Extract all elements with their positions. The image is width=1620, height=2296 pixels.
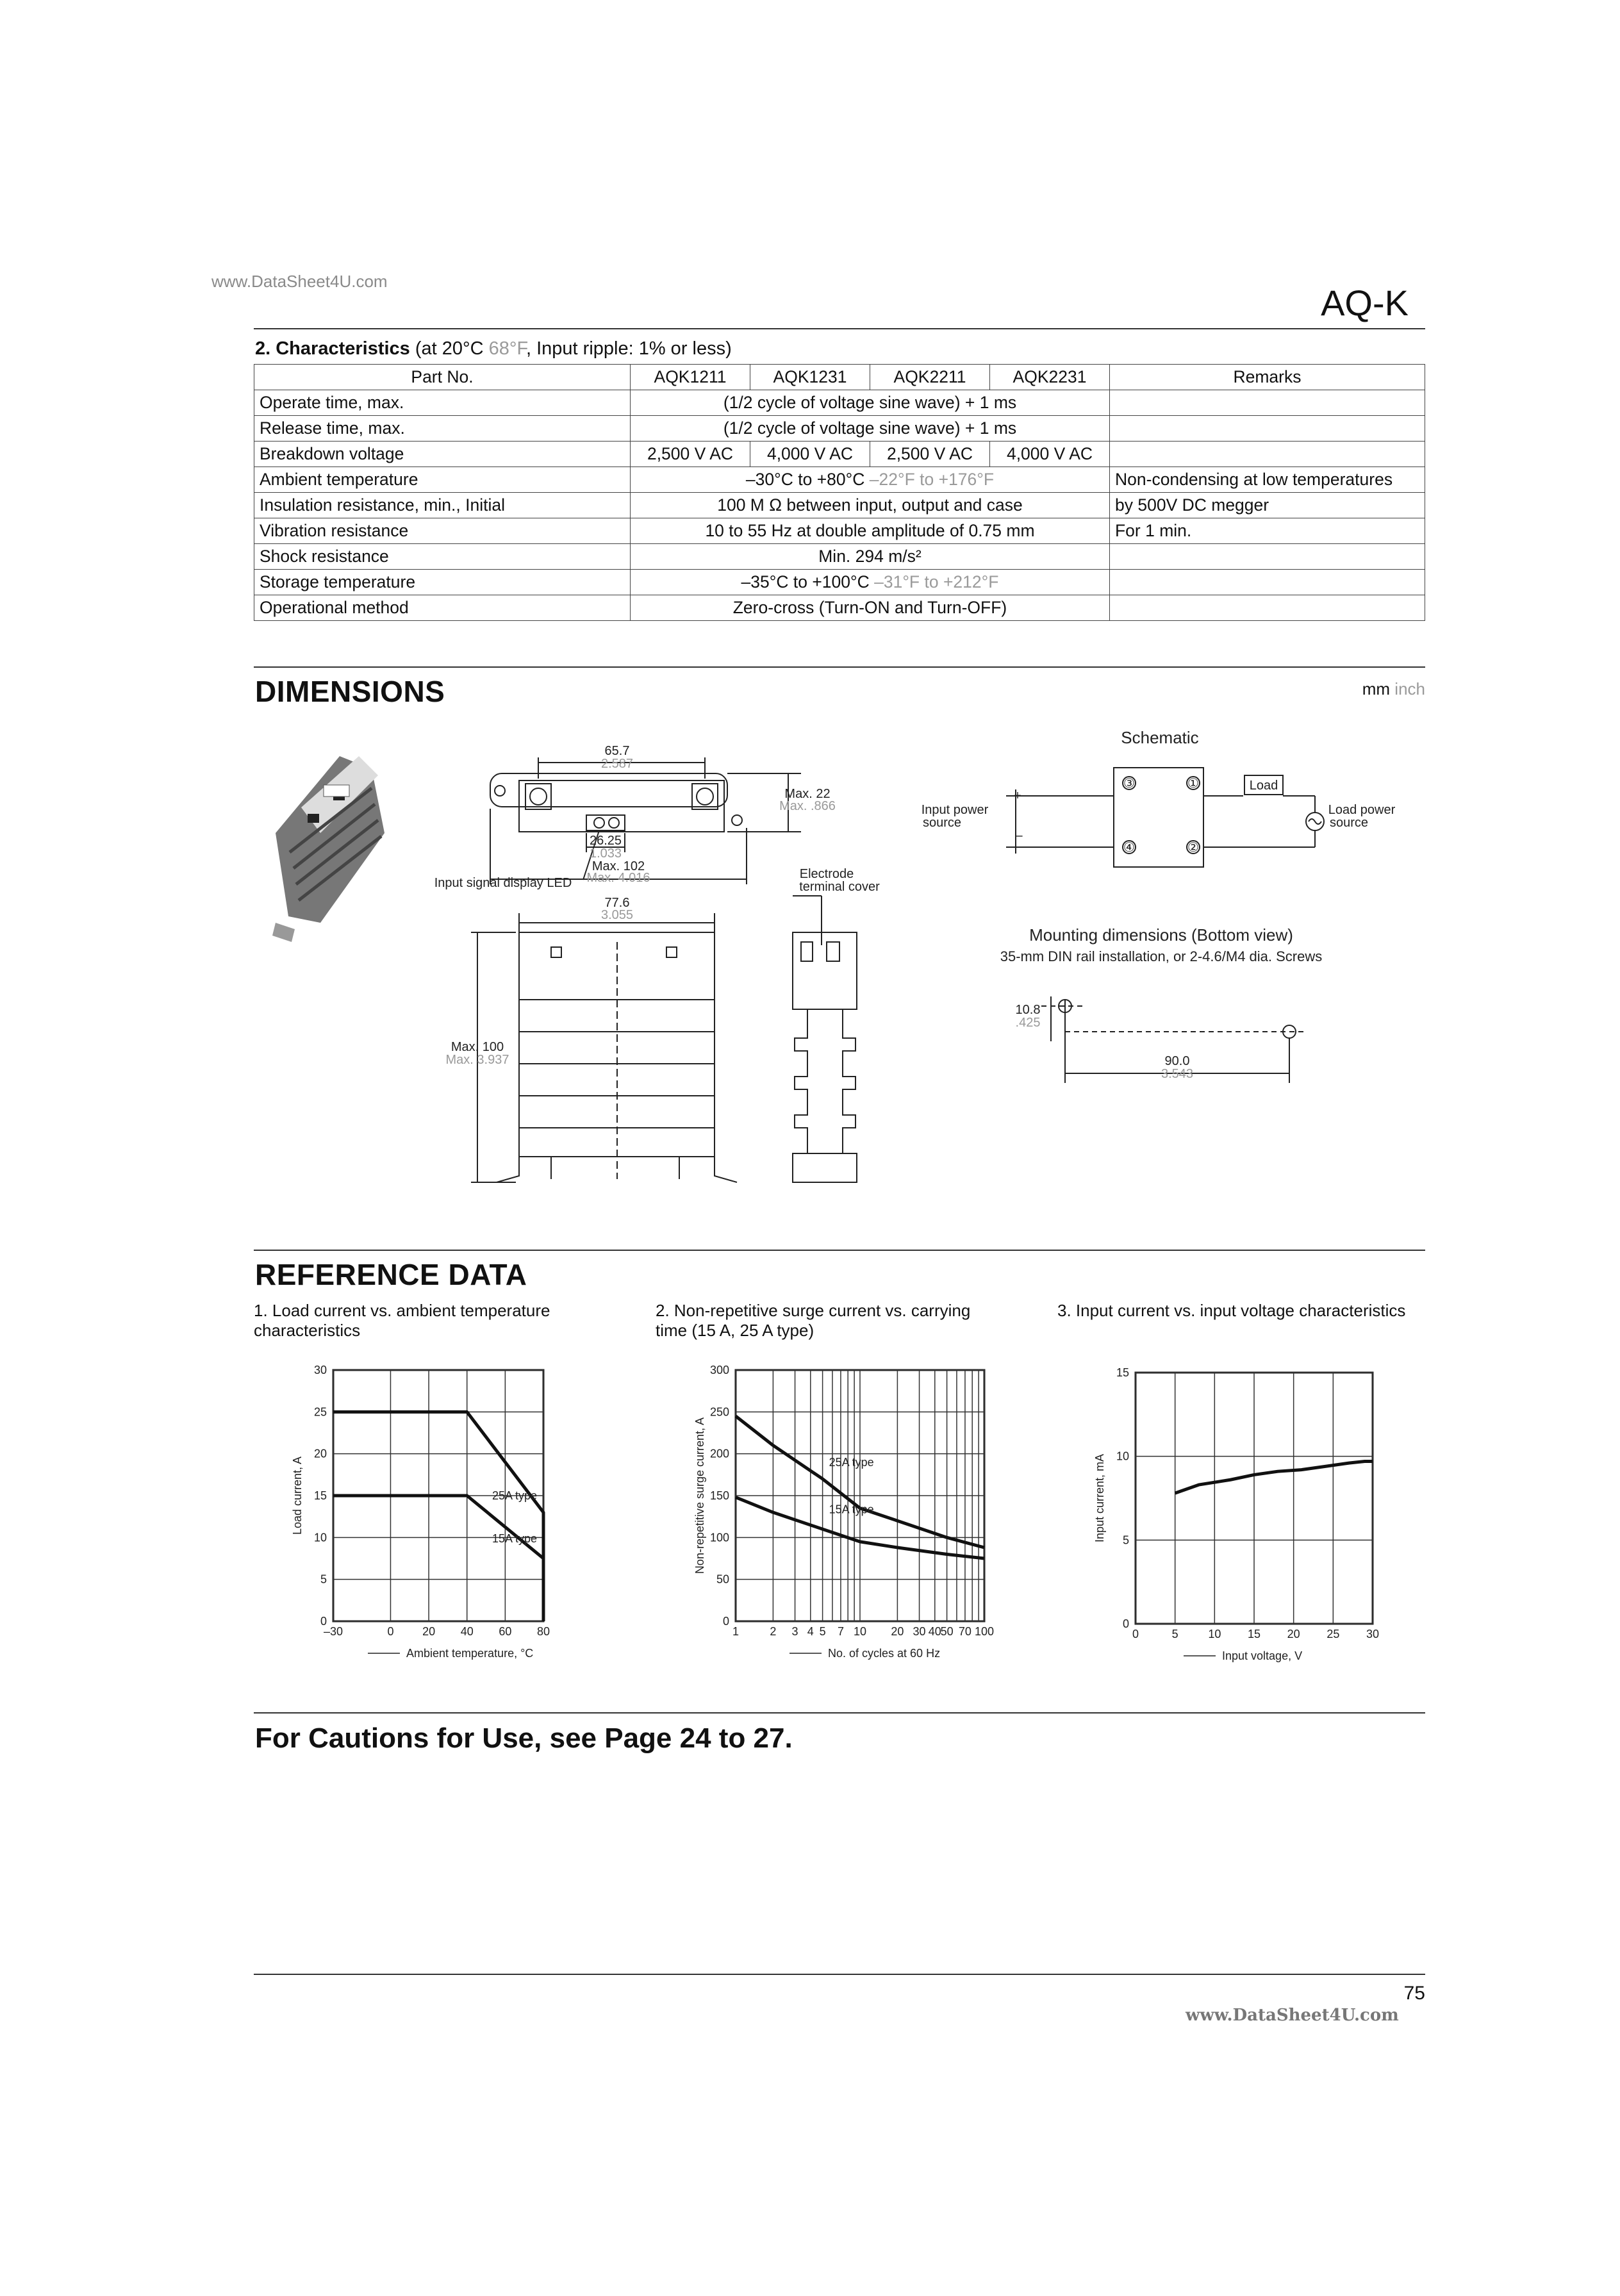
x-tick-label: 5 bbox=[819, 1625, 826, 1638]
row-value: 100 M Ω between input, output and case bbox=[631, 493, 1110, 518]
input-source-label: source bbox=[922, 816, 962, 830]
x-tick-label: 100 bbox=[974, 1625, 995, 1638]
row-item: Operational method bbox=[254, 595, 631, 621]
page-number: 75 bbox=[1403, 1983, 1425, 2004]
x-tick-label: 50 bbox=[940, 1625, 954, 1638]
terminal-4-label: ④ bbox=[1123, 841, 1135, 855]
header-aqk2211: AQK2211 bbox=[870, 365, 990, 390]
row-item: Storage temperature bbox=[254, 570, 631, 595]
row-remarks: by 500V DC megger bbox=[1110, 493, 1425, 518]
cautions-note: For Cautions for Use, see Page 24 to 27. bbox=[255, 1722, 793, 1754]
header-remarks: Remarks bbox=[1110, 365, 1425, 390]
x-tick-label: 0 bbox=[387, 1625, 394, 1638]
y-tick-label: 150 bbox=[709, 1489, 729, 1502]
characteristics-title: 2. Characteristics bbox=[255, 338, 410, 359]
row-value: (1/2 cycle of voltage sine wave) + 1 ms bbox=[631, 416, 1110, 442]
terminal-2-label: ② bbox=[1187, 841, 1199, 855]
row-item: Vibration resistance bbox=[254, 518, 631, 544]
row-value: 2,500 V AC bbox=[870, 442, 990, 467]
dim-max22: Max. 22 bbox=[784, 787, 831, 801]
y-axis-label: Input current, mA bbox=[1093, 1453, 1106, 1543]
dimensions-title: DIMENSIONS bbox=[255, 675, 445, 708]
x-axis-label: No. of cycles at 60 Hz bbox=[828, 1647, 941, 1660]
dim-65-7: 65.7 bbox=[604, 744, 630, 758]
y-axis-label: Non-repetitive surge current, A bbox=[693, 1417, 706, 1574]
watermark-bottom: www.DataSheet4U.com bbox=[1186, 2006, 1399, 2025]
units-inch: inch bbox=[1394, 679, 1425, 698]
dim-max102: Max. 102 bbox=[591, 859, 645, 873]
y-tick-label: 50 bbox=[716, 1573, 729, 1586]
x-tick-label: 70 bbox=[958, 1625, 971, 1638]
dim-10-8-in: .425 bbox=[1015, 1016, 1041, 1030]
x-tick-label: 80 bbox=[536, 1625, 550, 1638]
value-fahrenheit: –22°F to +176°F bbox=[869, 470, 995, 489]
series-label: 15A type bbox=[829, 1503, 874, 1516]
x-tick-label: 60 bbox=[499, 1625, 512, 1638]
x-tick-label: 10 bbox=[853, 1625, 867, 1638]
mount-subtitle: 35-mm DIN rail installation, or 2-4.6/M4 dia. Screws bbox=[1000, 948, 1323, 964]
cautions-rule bbox=[254, 1712, 1425, 1714]
x-tick-label: 30 bbox=[913, 1625, 926, 1638]
y-tick-label: 5 bbox=[1122, 1533, 1129, 1547]
schematic-title: Schematic bbox=[1121, 728, 1199, 747]
value-celsius: –35°C to +100°C bbox=[741, 572, 870, 591]
row-item: Breakdown voltage bbox=[254, 442, 631, 467]
header-aqk1211: AQK1211 bbox=[631, 365, 750, 390]
x-tick-label: 10 bbox=[1208, 1628, 1221, 1640]
row-item: Ambient temperature bbox=[254, 467, 631, 493]
row-item: Shock resistance bbox=[254, 544, 631, 570]
watermark-top: www.DataSheet4U.com bbox=[211, 272, 388, 291]
x-tick-label: 20 bbox=[891, 1625, 904, 1638]
x-tick-label: 5 bbox=[1171, 1628, 1178, 1640]
x-axis-label: Input voltage, V bbox=[1222, 1649, 1303, 1662]
header-part-no: Part No. bbox=[254, 365, 631, 390]
chart2-title-a: 2. Non-repetitive surge current vs. carrying bbox=[656, 1301, 971, 1320]
led-label: Input signal display LED bbox=[434, 876, 572, 890]
row-value: 4,000 V AC bbox=[990, 442, 1110, 467]
dim-max100-in: Max. 3.937 bbox=[445, 1053, 509, 1067]
row-value: 10 to 55 Hz at double amplitude of 0.75 mm bbox=[631, 518, 1110, 544]
row-item: Release time, max. bbox=[254, 416, 631, 442]
y-axis-label: Load current, A bbox=[291, 1456, 304, 1535]
value-fahrenheit: –31°F to +212°F bbox=[874, 572, 999, 591]
y-tick-label: 200 bbox=[709, 1447, 729, 1460]
x-tick-label: 7 bbox=[837, 1625, 844, 1638]
series-label: 15A type bbox=[492, 1532, 537, 1545]
x-axis-label: Ambient temperature, °C bbox=[406, 1647, 534, 1660]
y-tick-label: 15 bbox=[1116, 1366, 1129, 1379]
series-line bbox=[1175, 1462, 1373, 1494]
x-tick-label: –30 bbox=[323, 1625, 343, 1638]
product-title: AQ-K bbox=[1321, 283, 1409, 323]
conditions-b: , Input ripple: 1% or less) bbox=[526, 338, 732, 359]
dim-max100: Max. 100 bbox=[450, 1040, 504, 1054]
y-tick-label: 10 bbox=[313, 1531, 327, 1544]
x-tick-label: 20 bbox=[422, 1625, 436, 1638]
chart1-title-b: characteristics bbox=[254, 1321, 361, 1340]
header-aqk1231: AQK1231 bbox=[750, 365, 870, 390]
y-tick-label: 20 bbox=[313, 1447, 327, 1460]
x-tick-label: 15 bbox=[1247, 1628, 1261, 1640]
dim-90-0: 90.0 bbox=[1164, 1054, 1190, 1068]
y-tick-label: 25 bbox=[313, 1405, 327, 1419]
series-label: 25A type bbox=[829, 1455, 874, 1469]
value-celsius: –30°C to +80°C bbox=[745, 470, 865, 489]
input-power-label: Input power bbox=[921, 803, 989, 817]
dim-26-25: 26.25 bbox=[589, 834, 622, 848]
row-value: (1/2 cycle of voltage sine wave) + 1 ms bbox=[631, 390, 1110, 416]
units-mm: mm bbox=[1362, 679, 1391, 698]
chart3-title: 3. Input current vs. input voltage characteristics bbox=[1057, 1301, 1406, 1320]
row-remarks: For 1 min. bbox=[1110, 518, 1425, 544]
load-source-label: source bbox=[1329, 816, 1369, 830]
conditions-a: (at 20°C bbox=[415, 338, 489, 359]
plus-label: + bbox=[1014, 789, 1021, 803]
row-value: Min. 294 m/s² bbox=[631, 544, 1110, 570]
y-tick-label: 30 bbox=[313, 1364, 327, 1376]
dim-10-8: 10.8 bbox=[1015, 1003, 1041, 1017]
mount-title: Mounting dimensions (Bottom view) bbox=[1029, 925, 1293, 945]
x-tick-label: 25 bbox=[1327, 1628, 1340, 1640]
row-item: Insulation resistance, min., Initial bbox=[254, 493, 631, 518]
electrode-label: Electrode bbox=[799, 867, 854, 881]
series-line bbox=[333, 1412, 543, 1621]
reference-title: REFERENCE DATA bbox=[255, 1258, 527, 1291]
x-tick-label: 1 bbox=[732, 1625, 740, 1638]
dim-90-0-in: 3.543 bbox=[1161, 1067, 1194, 1081]
row-item: Operate time, max. bbox=[254, 390, 631, 416]
series-label: 25A type bbox=[492, 1489, 537, 1503]
dim-77-6-in: 3.055 bbox=[600, 908, 634, 922]
x-tick-label: 30 bbox=[1366, 1628, 1380, 1640]
x-tick-label: 0 bbox=[1132, 1628, 1139, 1640]
dim-max22-in: Max. .866 bbox=[779, 799, 836, 813]
chart2-title-b: time (15 A, 25 A type) bbox=[656, 1321, 814, 1340]
x-tick-label: 4 bbox=[807, 1625, 814, 1638]
footer-rule bbox=[254, 1974, 1425, 1975]
dim-65-7-in: 2.587 bbox=[600, 757, 634, 771]
y-tick-label: 5 bbox=[320, 1573, 327, 1586]
y-tick-label: 0 bbox=[320, 1615, 327, 1628]
row-value: Zero-cross (Turn-ON and Turn-OFF) bbox=[631, 595, 1110, 621]
row-value: 4,000 V AC bbox=[750, 442, 870, 467]
y-tick-label: 100 bbox=[709, 1531, 729, 1544]
terminal-3-label: ③ bbox=[1123, 777, 1135, 791]
y-tick-label: 0 bbox=[722, 1615, 729, 1628]
chart1-title-a: 1. Load current vs. ambient temperature bbox=[254, 1301, 550, 1320]
x-tick-label: 3 bbox=[791, 1625, 798, 1638]
header-aqk2231: AQK2231 bbox=[990, 365, 1110, 390]
y-tick-label: 300 bbox=[709, 1364, 729, 1376]
dim-26-25-in: 1.033 bbox=[589, 847, 622, 861]
conditions-f: 68°F bbox=[488, 338, 526, 359]
y-tick-label: 0 bbox=[1122, 1617, 1129, 1630]
dim-max102-in: Max. 4.016 bbox=[586, 871, 650, 885]
row-remarks: Non-condensing at low temperatures bbox=[1110, 467, 1425, 493]
minus-label: – bbox=[1015, 829, 1023, 843]
row-value: 2,500 V AC bbox=[631, 442, 750, 467]
x-tick-label: 40 bbox=[460, 1625, 474, 1638]
y-tick-label: 10 bbox=[1116, 1449, 1129, 1463]
y-tick-label: 15 bbox=[313, 1489, 327, 1502]
dim-77-6: 77.6 bbox=[604, 896, 630, 910]
x-tick-label: 20 bbox=[1287, 1628, 1300, 1640]
x-tick-label: 2 bbox=[770, 1625, 777, 1638]
cover-label: terminal cover bbox=[799, 880, 880, 894]
load-label: Load bbox=[1249, 779, 1278, 793]
series-line bbox=[333, 1496, 543, 1621]
terminal-1-label: ① bbox=[1187, 777, 1199, 791]
x-tick-label: 40 bbox=[928, 1625, 941, 1638]
load-power-label: Load power bbox=[1328, 803, 1396, 817]
y-tick-label: 250 bbox=[709, 1405, 729, 1419]
